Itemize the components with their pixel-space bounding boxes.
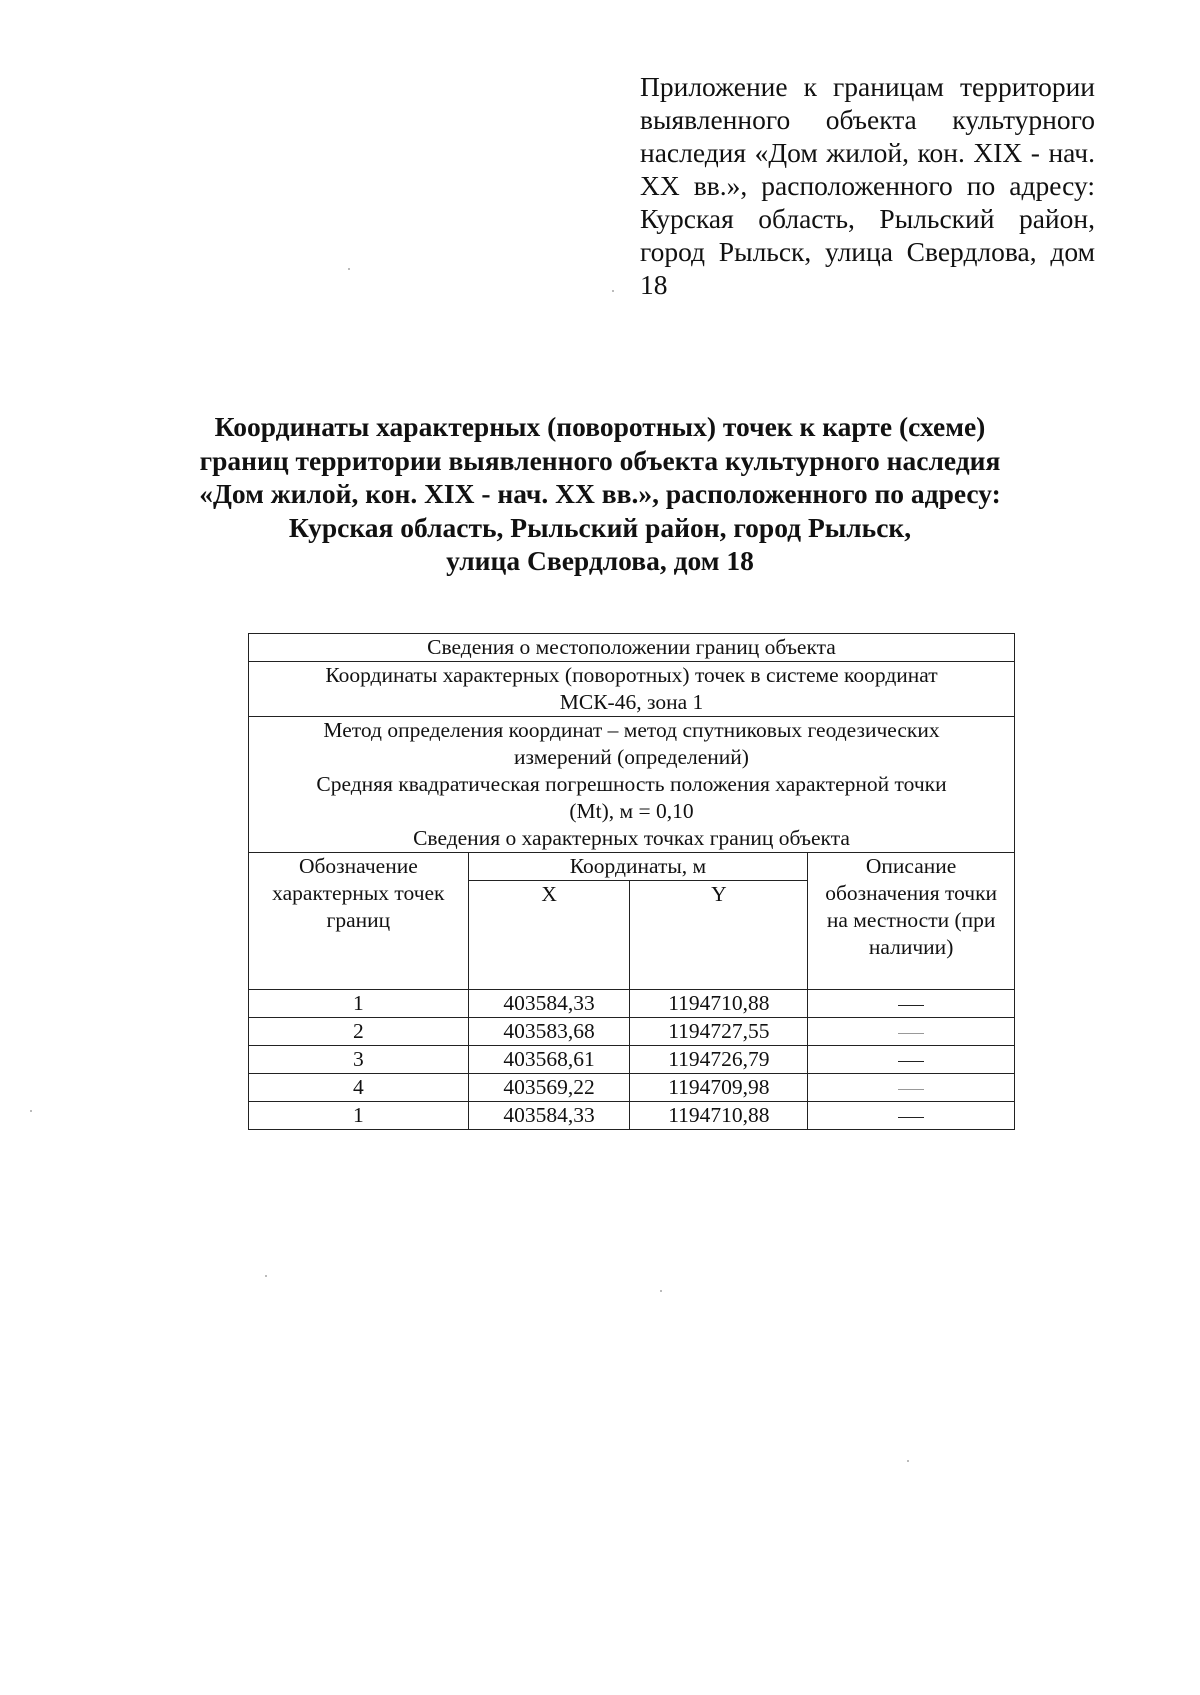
table-row	[249, 1074, 1015, 1102]
table-row	[249, 717, 1015, 853]
method-line: измерений (определений)	[514, 745, 749, 769]
scan-speck	[660, 1290, 662, 1292]
document-title	[150, 410, 1050, 578]
title-line: Координаты характерных (поворотных) точек к карте (схеме)	[214, 411, 986, 442]
title-line: «Дом жилой, кон. XIX - нач. XX вв.», расположенного по адресу:	[199, 478, 1001, 509]
header-coordinates: Координаты, м	[468, 853, 808, 881]
scan-speck	[612, 290, 614, 292]
method-line: (Mt), м = 0,10	[569, 799, 694, 823]
table-row	[249, 1102, 1015, 1130]
scan-speck	[348, 268, 350, 270]
header-x: X	[468, 881, 630, 990]
scan-speck	[265, 1275, 267, 1277]
method-cell	[249, 717, 1015, 853]
coordinate-system-line: МСК-46, зона 1	[559, 690, 704, 714]
point-number: 1	[249, 1102, 469, 1130]
scan-speck	[907, 1460, 909, 1462]
point-number: 2	[249, 1018, 469, 1046]
y-value: 1194727,55	[630, 1018, 808, 1046]
y-value: 1194726,79	[630, 1046, 808, 1074]
table-row	[249, 662, 1015, 717]
table-row	[249, 1046, 1015, 1074]
x-value: 403568,61	[468, 1046, 630, 1074]
description-cell	[808, 1074, 1015, 1102]
point-number: 3	[249, 1046, 469, 1074]
method-line: Метод определения координат – метод спутниковых геодезических	[323, 718, 940, 742]
em-dash-icon	[898, 1005, 924, 1006]
title-line: границ территории выявленного объекта культурного наследия	[199, 444, 1001, 476]
point-number: 1	[249, 990, 469, 1018]
description-cell	[808, 1018, 1015, 1046]
description-cell	[808, 990, 1015, 1018]
em-dash-icon	[898, 1033, 924, 1034]
em-dash-icon	[898, 1117, 924, 1118]
x-value: 403569,22	[468, 1074, 630, 1102]
coordinates-table	[248, 633, 1015, 1130]
header-designation: Обозначение характерных точек границ	[249, 853, 469, 990]
location-header-cell: Сведения о местоположении границ объекта	[249, 634, 1015, 662]
em-dash-icon	[898, 1089, 924, 1090]
title-line: улица Свердлова, дом 18	[446, 545, 754, 576]
y-value: 1194710,88	[630, 1102, 808, 1130]
header-description: Описание обозначения точки на местности (при наличии)	[808, 853, 1015, 990]
table-row	[249, 634, 1015, 662]
method-line: Средняя квадратическая погрешность положения характерной точки	[316, 772, 947, 796]
table-header-row	[249, 853, 1015, 881]
appendix-text: Приложение к границам территории выявленного объекта культурного наследия «Дом жилой, кон. XIX - нач. XX вв.», расположенного по адресу: Курская область, Рыльский район, город Рыльск, улица Свердлова, дом 18	[640, 71, 1095, 300]
method-line: Сведения о характерных точках границ объекта	[413, 826, 850, 850]
header-y: Y	[630, 881, 808, 990]
table-row	[249, 1018, 1015, 1046]
appendix-note	[640, 70, 1095, 301]
coordinate-system-cell	[249, 662, 1015, 717]
x-value: 403584,33	[468, 1102, 630, 1130]
x-value: 403583,68	[468, 1018, 630, 1046]
description-cell	[808, 1046, 1015, 1074]
x-value: 403584,33	[468, 990, 630, 1018]
coordinate-system-line: Координаты характерных (поворотных) точек в системе координат	[325, 663, 938, 687]
y-value: 1194709,98	[630, 1074, 808, 1102]
y-value: 1194710,88	[630, 990, 808, 1018]
point-number: 4	[249, 1074, 469, 1102]
em-dash-icon	[898, 1061, 924, 1062]
description-cell	[808, 1102, 1015, 1130]
table-row	[249, 990, 1015, 1018]
scan-speck	[30, 1110, 32, 1112]
title-line: Курская область, Рыльский район, город Рыльск,	[288, 511, 912, 543]
